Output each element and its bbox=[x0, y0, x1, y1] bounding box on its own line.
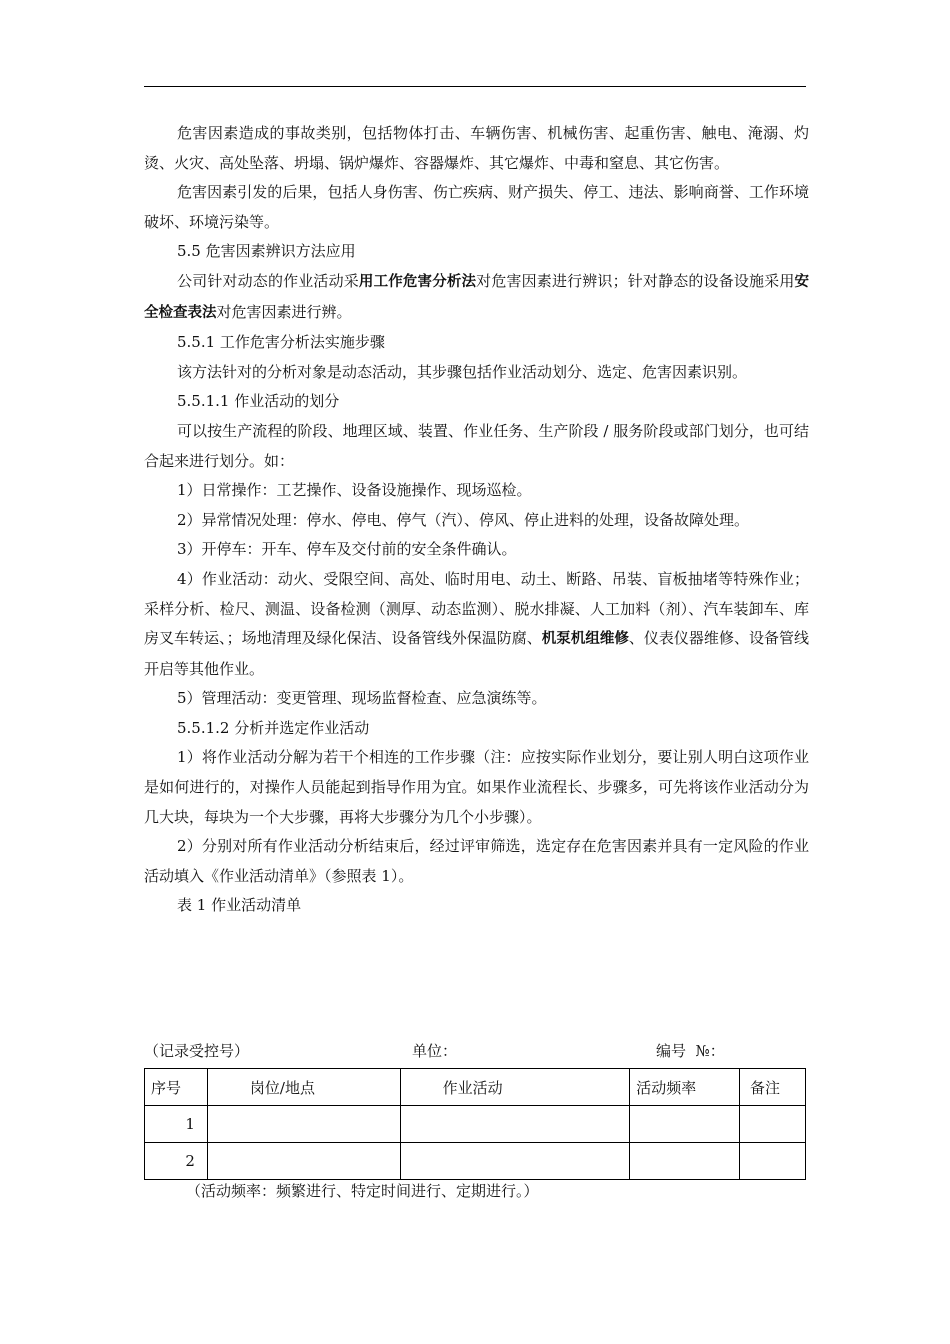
paragraph bbox=[144, 178, 809, 237]
text-run: 对危害因素进行辨识；针对静态的设备设施采用 bbox=[476, 271, 795, 290]
frequency-note: （活动频率：频繁进行、特定时间进行、定期进行。） bbox=[186, 1182, 539, 1200]
header-cell-index: 序号 bbox=[145, 1069, 208, 1106]
header-cell-frequency: 活动频率 bbox=[630, 1069, 740, 1106]
paragraph bbox=[144, 417, 809, 476]
text-run: 、仪表仪器维修、设备管线开启等其他作业。 bbox=[144, 629, 809, 678]
paragraph bbox=[144, 506, 809, 536]
table-header-row bbox=[145, 1069, 806, 1106]
paragraph bbox=[144, 832, 809, 891]
row-remark-cell bbox=[740, 1143, 806, 1180]
paragraph bbox=[144, 387, 809, 417]
text-run: 对危害因素进行辨。 bbox=[216, 302, 352, 321]
body-text bbox=[144, 119, 809, 921]
bold-term: 安全检查表法 bbox=[144, 273, 809, 321]
text-run: 5.5.1 工作危害分析法实施步骤 bbox=[177, 333, 385, 352]
paragraph bbox=[144, 237, 809, 267]
row-index: 1 bbox=[145, 1106, 208, 1143]
paragraph bbox=[144, 743, 809, 832]
header-cell-remark: 备注 bbox=[740, 1069, 806, 1106]
row-activity-cell bbox=[400, 1143, 630, 1180]
header-rule bbox=[144, 86, 806, 87]
header-cell-activity: 作业活动 bbox=[400, 1069, 630, 1106]
bold-term: 用工作危害分析法 bbox=[358, 273, 477, 290]
paragraph bbox=[144, 684, 809, 714]
text-run: 5.5.1.1 作业活动的划分 bbox=[177, 392, 340, 411]
text-run: 3）开停车：开车、停车及交付前的安全条件确认。 bbox=[177, 540, 517, 559]
text-run: 2）异常情况处理：停水、停电、停气（汽）、停风、停止进料的处理，设备故障处理。 bbox=[177, 510, 750, 529]
paragraph bbox=[144, 267, 809, 328]
text-run: 2）分别对所有作业活动分析结束后，经过评审筛选，选定存在危害因素并具有一定风险的作业活动填入《作业活动清单》（参照表 1）。 bbox=[144, 837, 809, 885]
text-run: 公司针对动态的作业活动采 bbox=[177, 271, 359, 290]
code-number-label: 编号 №： bbox=[656, 1042, 725, 1060]
text-run: 5.5 危害因素辨识方法应用 bbox=[177, 242, 356, 261]
row-position-cell bbox=[207, 1106, 400, 1143]
row-index: 2 bbox=[145, 1143, 208, 1180]
unit-label: 单位： bbox=[412, 1042, 458, 1060]
activity-list-table bbox=[144, 1068, 806, 1180]
text-run: 4）作业活动：动火、受限空间、高处、临时用电、动土、断路、吊装、盲板抽堵等特殊作业；采样分析、检尺、测温、设备检测（测厚、动态监测）、脱水排凝、人工加料（剂）、汽车装卸车、库房叉车转运、；场地清理及绿化保洁、设备管线外保温防腐、 bbox=[144, 569, 809, 648]
paragraph bbox=[144, 119, 809, 178]
table-row bbox=[145, 1106, 806, 1143]
paragraph bbox=[144, 328, 809, 358]
text-run: 1）日常操作：工艺操作、设备设施操作、现场巡检。 bbox=[177, 481, 532, 500]
paragraph bbox=[144, 476, 809, 506]
paragraph bbox=[144, 358, 809, 388]
paragraph bbox=[144, 891, 809, 921]
row-frequency-cell bbox=[630, 1106, 740, 1143]
row-remark-cell bbox=[740, 1106, 806, 1143]
text-run: 危害因素引发的后果，包括人身伤害、伤亡疾病、财产损失、停工、违法、影响商誉、工作环境破坏、环境污染等。 bbox=[144, 183, 809, 231]
text-run: 该方法针对的分析对象是动态活动，其步骤包括作业活动划分、选定、危害因素识别。 bbox=[177, 362, 748, 381]
bold-term: 机泵机组维修 bbox=[541, 631, 629, 648]
row-activity-cell bbox=[400, 1106, 630, 1143]
text-run: 1）将作业活动分解为若干个相连的工作步骤（注：应按实际作业划分，要让别人明白这项作业是如何进行的，对操作人员能起到指导作用为宜。如果作业流程长、步骤多，可先将该作业活动分为几大块，每块为一个大步骤，再将大步骤分为几个小步骤）。 bbox=[144, 748, 809, 826]
text-run: 可以按生产流程的阶段、地理区域、装置、作业任务、生产阶段 / 服务阶段或部门划分，也可结合起来进行划分。如： bbox=[144, 421, 809, 470]
table-row bbox=[145, 1143, 806, 1180]
record-control-number: （记录受控号） bbox=[144, 1042, 250, 1060]
text-run: 5）管理活动：变更管理、现场监督检查、应急演练等。 bbox=[177, 689, 547, 708]
paragraph bbox=[144, 535, 809, 565]
row-frequency-cell bbox=[630, 1143, 740, 1180]
form-meta-line bbox=[144, 1040, 806, 1062]
text-run: 表 1 作业活动清单 bbox=[177, 896, 302, 915]
header-cell-position: 岗位/地点 bbox=[207, 1069, 400, 1106]
text-run: 危害因素造成的事故类别，包括物体打击、车辆伤害、机械伤害、起重伤害、触电、淹溺、灼烫、火灾、高处坠落、坍塌、锅炉爆炸、容器爆炸、其它爆炸、中毒和窒息、其它伤害。 bbox=[144, 124, 809, 172]
text-run: 5.5.1.2 分析并选定作业活动 bbox=[177, 718, 370, 737]
paragraph bbox=[144, 714, 809, 744]
paragraph bbox=[144, 565, 809, 684]
row-position-cell bbox=[207, 1143, 400, 1180]
